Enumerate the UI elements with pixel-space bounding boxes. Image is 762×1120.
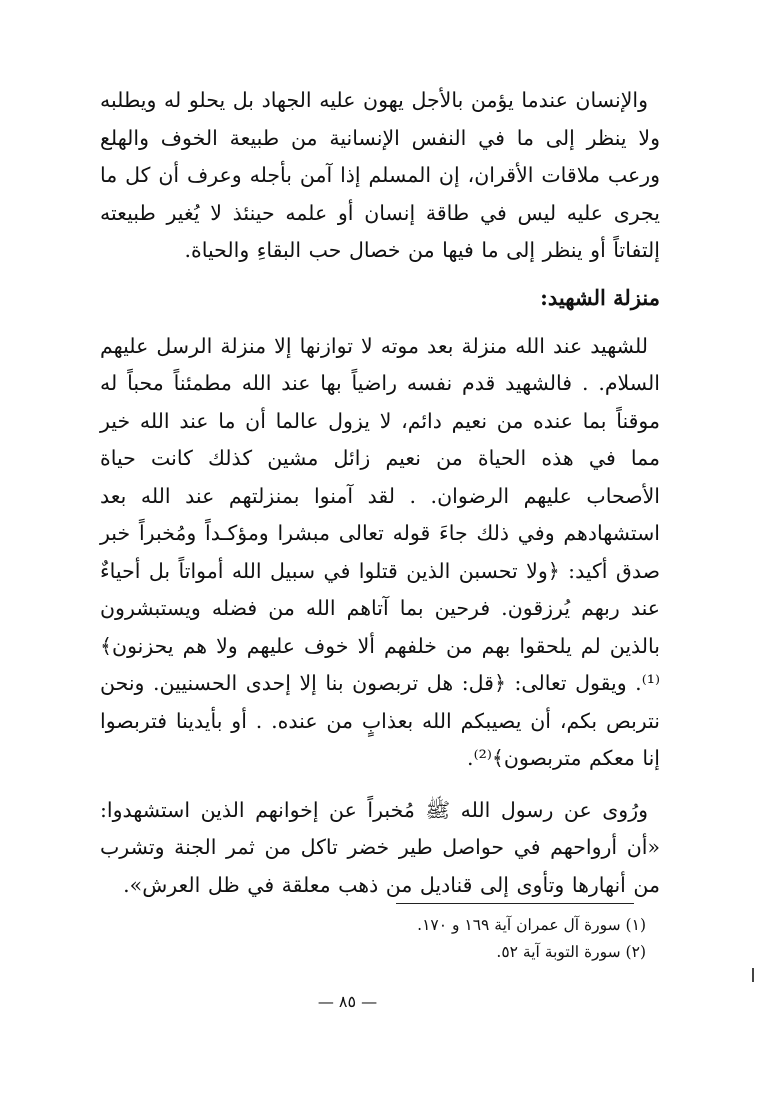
paragraph-hadith: ورُوى عن رسول الله ﷺ مُخبراً عن إخوانهم الذين استشهدوا: «أن أرواحهم في حواصل طير خضر تاكل من ثمر الجنة وتشرب من أنهارها وتأوى إلى قناديل من ذهب معلقة في ظل العرش». <box>100 797 660 897</box>
paragraph-ajal: والإنسان عندما يؤمن بالأجل يهون عليه الجهاد بل يحلو له ويطلبه ولا ينظر إلى ما في النفس الإنسانية من طبيعة الخوف والهلع ورعب ملاقات الأقران، إن المسلم إذا آمن بأجله وعرف أن كل ما يجرى عليه ليس في طاقة إنسان أو علمه حينئذ لا يُغير طبيعته إلتفاتاً أو ينظر إلى ما فيها من خصال حب البقاءِ والحياة. <box>100 88 660 262</box>
page-number: — ٨٥ — <box>317 992 378 1011</box>
page-body <box>100 82 660 904</box>
paragraph-shaheed: للشهيد عند الله منزلة بعد موته لا توازنها إلا منزلة الرسل عليهم السلام. . فالشهيد قدم نفسه راضياً بها عند الله مطمئناً محباً له موقناً بما عنده من نعيم دائم، لا يزول عالما أن ما عند الله خير مما في هذه الحياة من نعيم زائل مشين كذلك كانت حياة الأصحاب عليهم الرضوان. . لقد آمنوا بمنزلتهم عند الله بعد استشهادهم وفي ذلك جاءَ قوله تعالى مبشرا ومؤكـداً ومُخبراً خبر صدق أكيد: ﴿ولا تحسبن الذين قتلوا في سبيل الله أمواتاً بل أحياءٌ عند ربهم يُرزقون. فرحين بما آتاهم الله من فضله ويستبشرون بالذين لم يلحقوا بهم من خلفهم ألا خوف عليهم ولا هم يحزنون﴾⁽¹⁾. ويقول تعالى: ﴿قل: هل تربصون بنا إلا إحدى الحسنيين. ونحن نتربص بكم، أن يصيبكم الله بعذابٍ من عنده. . أو بأيدينا فتربصوا إنا معكم متربصون﴾⁽²⁾. <box>100 333 660 770</box>
footnote-divider <box>396 903 634 904</box>
footnotes <box>306 912 646 966</box>
footnote-2: (٢) سورة التوبة آية ٥٢. <box>496 943 646 961</box>
scan-edge-mark <box>752 968 754 982</box>
section-heading: منزلة الشهيد: <box>540 284 660 310</box>
footnote-1: (١) سورة آل عمران آية ١٦٩ و ١٧٠. <box>417 916 646 934</box>
